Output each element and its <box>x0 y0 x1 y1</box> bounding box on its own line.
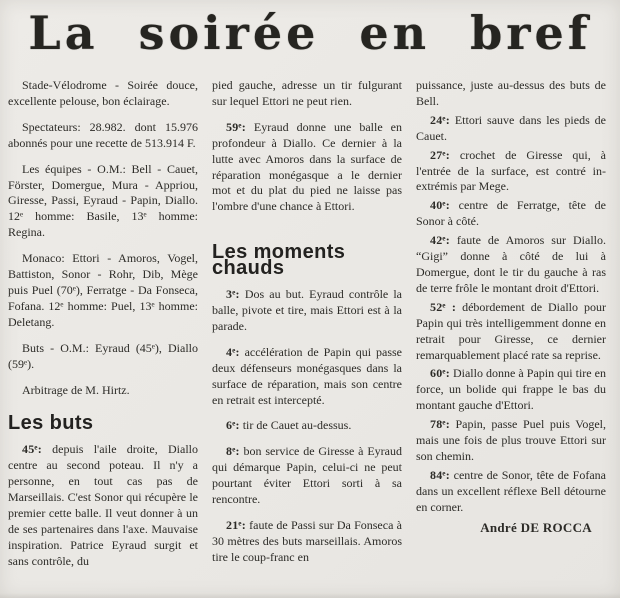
minute-marker: 3ᵉ: <box>226 287 240 302</box>
article-paragraph: 52ᵉ : débordement de Diallo pour Papin qui très intelligemment donne en retrait pour Giresse, ce dernier remarquablement placé rate sa reprise. <box>416 299 606 362</box>
article-paragraph: 59ᵉ: Eyraud donne une balle en profondeur à Diallo. Ce dernier à la lutte avec Amoros dans la surface de réparation monégasque a le dernier mot et du plat du pied ne laisse pas l'ombre d'une chance à Ettori. <box>212 119 402 214</box>
article-paragraph: 6ᵉ: tir de Cauet au-dessus. <box>226 418 352 433</box>
article-paragraph: 84ᵉ: centre de Sonor, tête de Fofana dans un excellent réflexe Bell détourne en corner. <box>416 467 606 514</box>
article-paragraph: 8ᵉ: bon service de Giresse à Eyraud qui démarque Papin, celui-ci ne peut pourtant éviter Ettori sorti à sa rencontre. <box>212 444 402 507</box>
article-paragraph: 45ᵉ: depuis l'aile droite, Diallo centre au second poteau. Il n'y a personne, en tout cas pas de Marseillais. C'est Sonor qui récupère le premier cette balle. Il veut donner à un de ses partenaires dans l'axe. Mauvaise inspiration. Patrice Eyraud surgit et sans contrôle, du <box>8 442 198 568</box>
column-middle <box>212 78 402 598</box>
article-paragraph: Monaco: Ettori - Amoros, Vogel, Battiston, Sonor - Rohr, Dib, Mège puis Puel (70ᵉ), Ferratge - Da Fonseca, Fofana. 12ᵉ homme: Puel, 13ᵉ homme: Deletang. <box>8 251 198 329</box>
article-paragraph: Arbitrage de M. Hirtz. <box>22 382 130 397</box>
article-paragraph: 60ᵉ: Diallo donne à Papin qui tire en force, un bolide qui frappe le bas du montant gauche d'Ettori. <box>416 366 606 413</box>
minute-marker: 27ᵉ: <box>430 147 450 162</box>
article-paragraph: puissance, juste au-dessus des buts de Bell. <box>416 78 606 108</box>
minute-marker: 42ᵉ: <box>430 233 450 248</box>
article-paragraph: 21ᵉ: faute de Passi sur Da Fonseca à 30 mètres des buts marseillais. Amoros tire le coup-franc en <box>212 517 402 564</box>
minute-marker: 4ᵉ: <box>226 344 240 359</box>
minute-marker: 60ᵉ: <box>430 366 450 381</box>
article-paragraph: 4ᵉ: accélération de Papin qui passe deux défenseurs monégasques dans la surface de réparation, mais son centre en retrait est intercepté. <box>212 344 402 407</box>
minute-marker: 24ᵉ: <box>430 112 450 127</box>
article-paragraph: 27ᵉ: crochet de Giresse qui, à l'entrée de la surface, est contré in-extrémis par Mege. <box>416 147 606 194</box>
article-paragraph: 24ᵉ: Ettori sauve dans les pieds de Cauet. <box>416 112 606 143</box>
article-paragraph: Spectateurs: 28.982. dont 15.976 abonnés pour une recette de 513.914 F. <box>8 119 198 150</box>
minute-marker: 84ᵉ: <box>430 467 450 482</box>
masthead <box>0 0 620 70</box>
author-byline: André DE ROCCA <box>480 519 592 535</box>
minute-marker: 59ᵉ: <box>226 119 246 134</box>
minute-marker: 40ᵉ: <box>430 198 450 213</box>
article-paragraph: pied gauche, adresse un tir fulgurant sur lequel Ettori ne peut rien. <box>212 78 402 108</box>
article-paragraph: Buts - O.M.: Eyraud (45ᵉ), Diallo (59ᵉ). <box>8 340 198 371</box>
column-right <box>416 78 606 598</box>
article-paragraph: 3ᵉ: Dos au but. Eyraud contrôle la balle, pivote et tire, mais Ettori est à la parade. <box>212 287 402 333</box>
article-paragraph: 40ᵉ: centre de Ferratge, tête de Sonor à côté. <box>416 198 606 229</box>
minute-marker: 78ᵉ: <box>430 417 450 432</box>
article-paragraph: 78ᵉ: Papin, passe Puel puis Vogel, mais une fois de plus trouve Ettori sur son chemin. <box>416 417 606 463</box>
section-heading: Les moments chauds <box>212 241 346 280</box>
section-heading: Les buts <box>8 412 94 435</box>
minute-marker: 21ᵉ: <box>226 517 246 532</box>
minute-marker: 8ᵉ: <box>226 444 240 459</box>
article-paragraph: 42ᵉ: faute de Amoros sur Diallo. “Gigi” donne à côté de lui à Domergue, dont le tir du gauche à ras de terre frôle le montant droit d'Ettori. <box>416 233 606 295</box>
column-left <box>8 78 198 598</box>
article-columns <box>0 70 620 598</box>
minute-marker: 45ᵉ: <box>22 442 42 457</box>
article-title: La soirée en bref <box>28 6 592 60</box>
minute-marker: 6ᵉ: <box>226 418 240 433</box>
article-paragraph: Stade-Vélodrome - Soirée douce, excellente pelouse, bon éclairage. <box>8 78 198 108</box>
article-paragraph: Les équipes - O.M.: Bell - Cauet, Förster, Domergue, Mura - Appriou, Giresse, Passi, Eyraud - Papin, Diallo. 12ᵉ homme: Basile, 13ᵉ homme: Regina. <box>8 161 198 240</box>
minute-marker: 52ᵉ : <box>430 299 457 314</box>
scan-edge-shadow <box>0 593 620 598</box>
